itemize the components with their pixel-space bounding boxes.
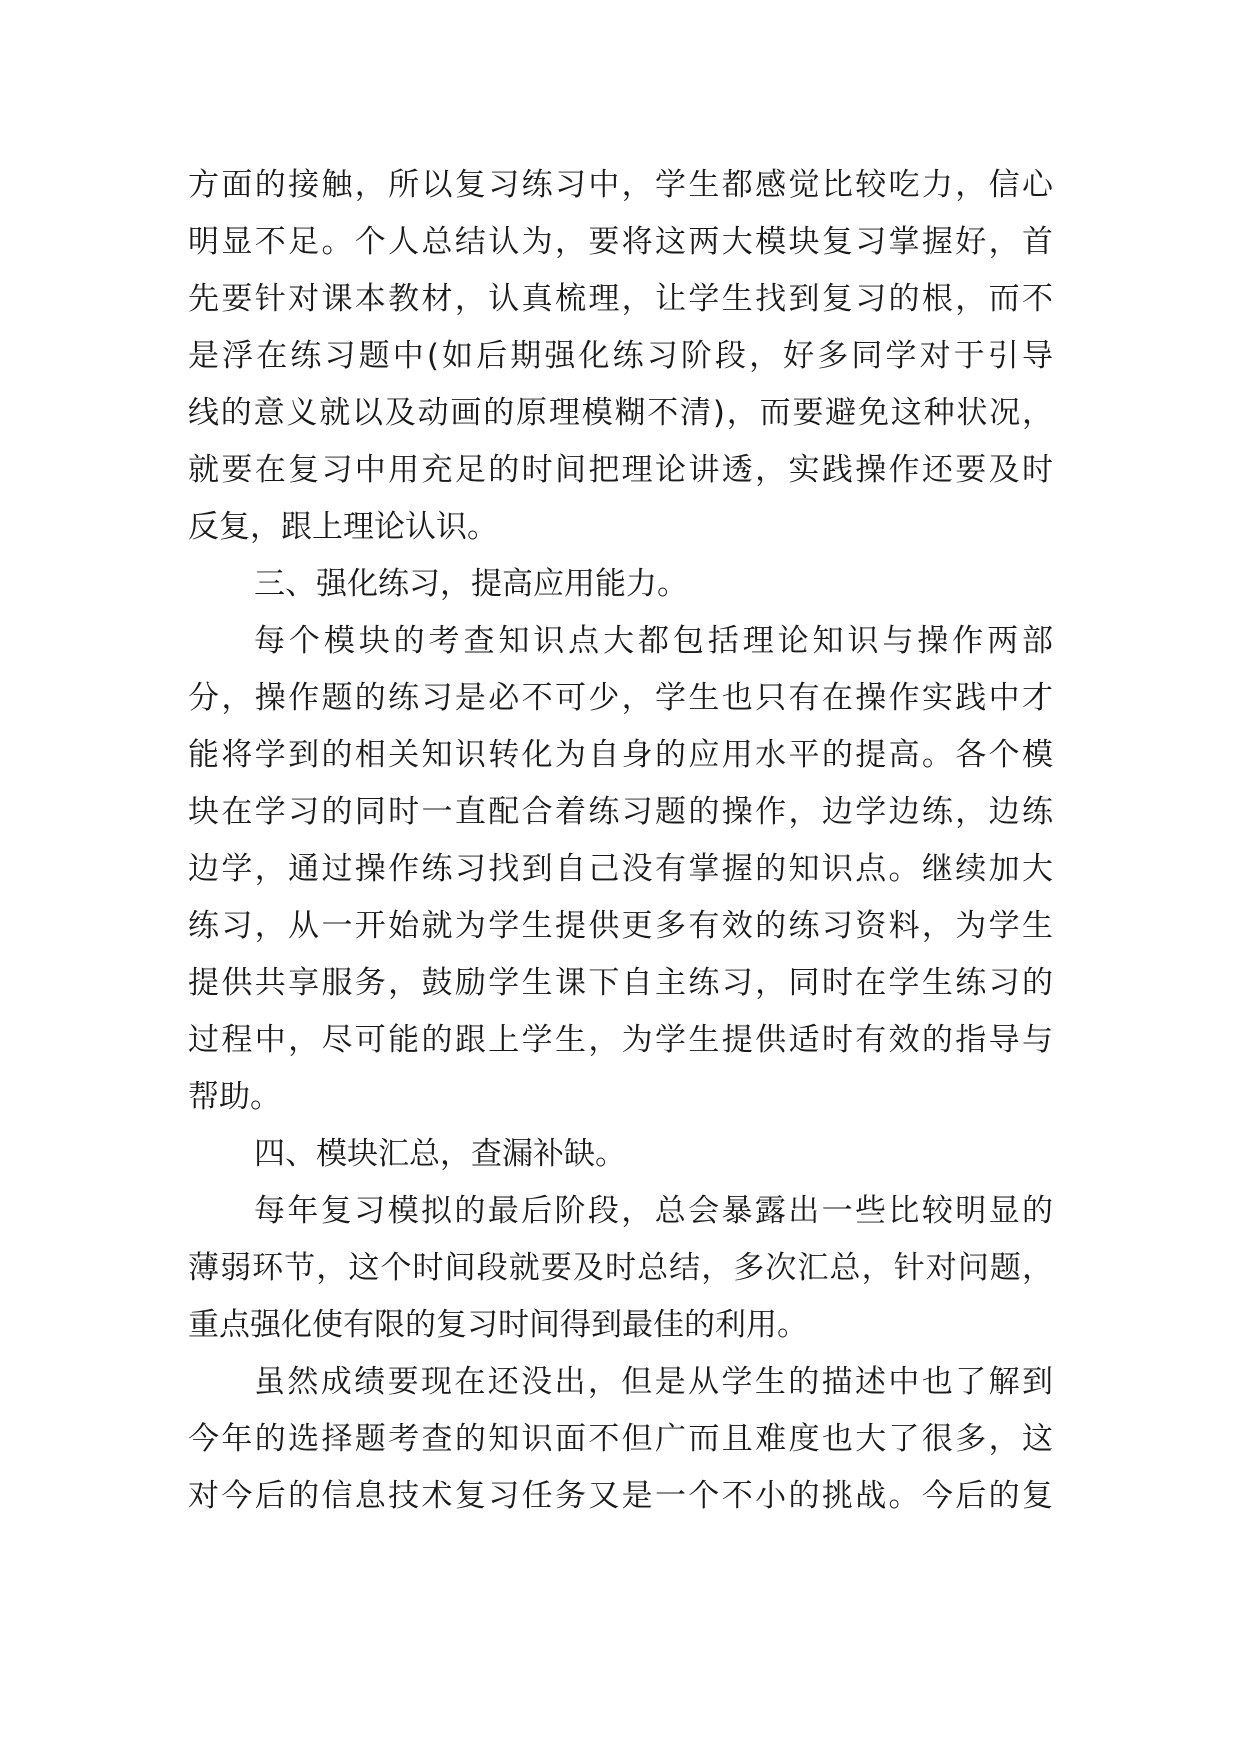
text-line: 薄弱环节，这个时间段就要及时总结，多次汇总，针对问题， [188,1250,1053,1286]
text-line: 练习，从一开始就为学生提供更多有效的练习资料，为学生 [188,908,1053,944]
text-line: 对今后的信息技术复习任务又是一个不小的挑战。今后的复 [188,1478,1053,1514]
text-line: 边学，通过操作练习找到自己没有掌握的知识点。继续加大 [188,851,1053,887]
text-line: 提供共享服务，鼓励学生课下自主练习，同时在学生练习的 [188,965,1053,1001]
text-line: 就要在复习中用充足的时间把理论讲透，实践操作还要及时 [188,452,1053,488]
text-line: 今年的选择题考查的知识面不但广而且难度也大了很多，这 [188,1421,1053,1457]
text-line: 明显不足。个人总结认为，要将这两大模块复习掌握好，首 [188,224,1053,260]
text-line: 过程中，尽可能的跟上学生，为学生提供适时有效的指导与 [188,1022,1053,1058]
text-line: 重点强化使有限的复习时间得到最佳的利用。 [188,1307,808,1343]
text-line: 先要针对课本教材，认真梳理，让学生找到复习的根，而不 [188,281,1053,317]
text-line: 是浮在练习题中(如后期强化练习阶段，好多同学对于引导 [188,338,1053,374]
text-line: 帮助。 [188,1079,281,1115]
section-heading: 三、强化练习，提高应用能力。 [254,566,688,602]
text-line: 能将学到的相关知识转化为自身的应用水平的提高。各个模 [188,737,1053,773]
text-line: 反复，跟上理论认识。 [188,509,498,545]
text-line: 每个模块的考查知识点大都包括理论知识与操作两部 [254,623,1053,659]
text-line: 分，操作题的练习是必不可少，学生也只有在操作实践中才 [188,680,1053,716]
section-heading: 四、模块汇总，查漏补缺。 [254,1136,626,1172]
text-line: 方面的接触，所以复习练习中，学生都感觉比较吃力，信心 [188,167,1053,203]
text-line: 每年复习模拟的最后阶段，总会暴露出一些比较明显的 [254,1193,1053,1229]
text-line: 块在学习的同时一直配合着练习题的操作，边学边练，边练 [188,794,1053,830]
text-line: 线的意义就以及动画的原理模糊不清)，而要避免这种状况， [188,395,1053,431]
text-line: 虽然成绩要现在还没出，但是从学生的描述中也了解到 [254,1364,1053,1400]
